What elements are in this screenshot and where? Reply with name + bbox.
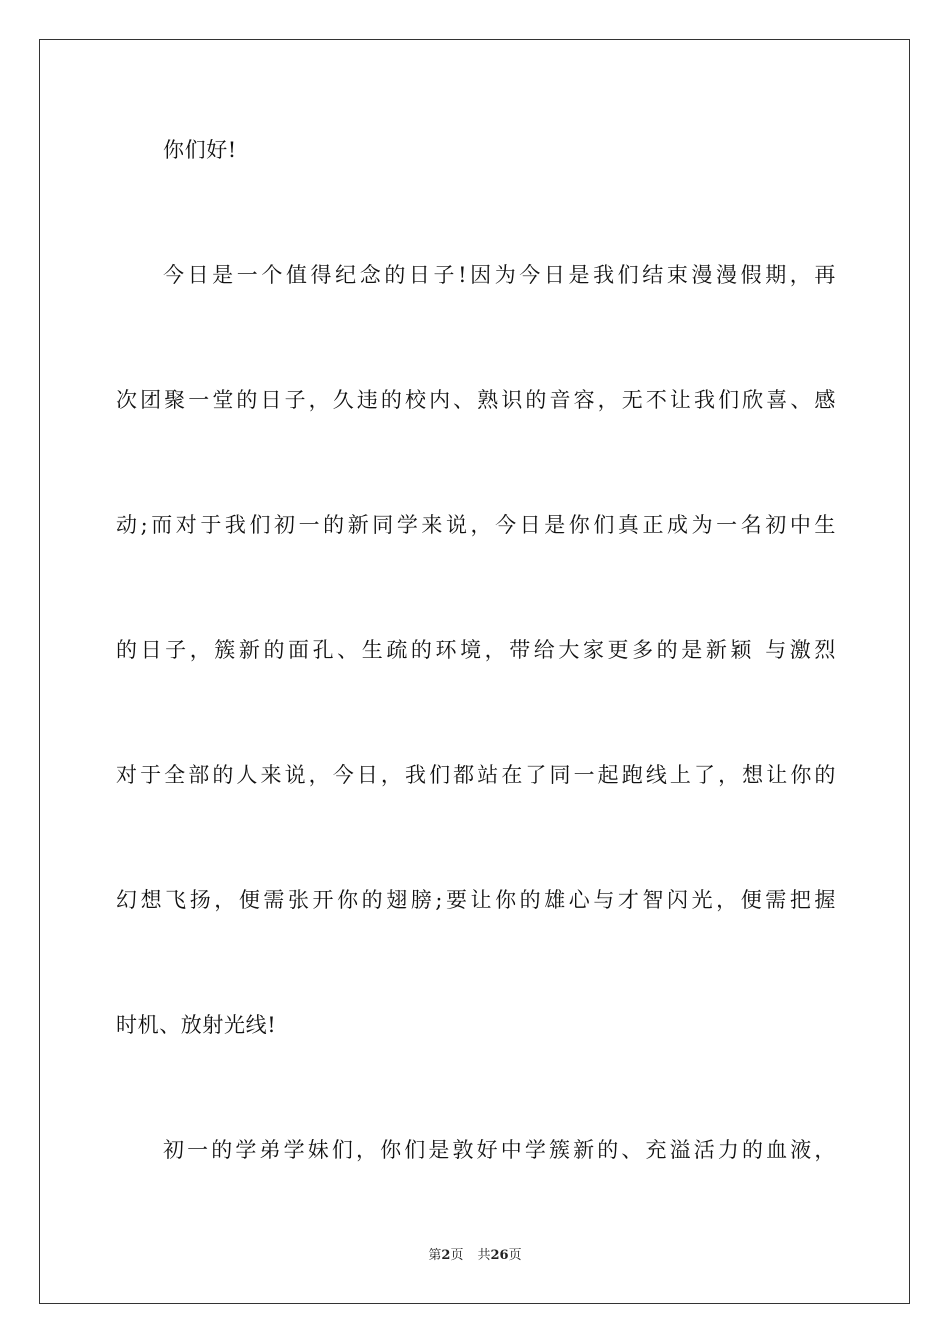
paragraph-line: 今日是一个值得纪念的日子!因为今日是我们结束漫漫假期，再 <box>163 263 836 287</box>
page-prefix: 第 <box>428 1248 442 1263</box>
paragraph-line: 时机、放射光线! <box>116 1013 277 1037</box>
paragraph-line: 对于全部的人来说，今日，我们都站在了同一起跑线上了，想让你的 <box>116 763 836 787</box>
total-prefix: 共 <box>477 1248 491 1263</box>
page-suffix: 页 <box>450 1248 464 1263</box>
greeting-line: 你们好! <box>163 138 237 162</box>
page-border <box>39 39 910 1304</box>
paragraph-line: 幻想飞扬，便需张开你的翅膀;要让你的雄心与才智闪光，便需把握 <box>116 888 836 912</box>
paragraph-line: 次团聚一堂的日子，久违的校内、熟识的音容，无不让我们欣喜、感 <box>116 388 836 412</box>
paragraph-line: 动;而对于我们初一的新同学来说，今日是你们真正成为一名初中生 <box>116 513 836 537</box>
page-footer <box>0 1247 950 1265</box>
page-number: 2 <box>441 1248 451 1263</box>
paragraph-line: 初一的学弟学妹们，你们是敦好中学簇新的、充溢活力的血液， <box>163 1138 836 1162</box>
total-pages: 26 <box>490 1248 509 1263</box>
paragraph-line: 的日子，簇新的面孔、生疏的环境，带给大家更多的是新颖 与激烈 <box>116 638 836 662</box>
total-suffix: 页 <box>508 1248 522 1263</box>
